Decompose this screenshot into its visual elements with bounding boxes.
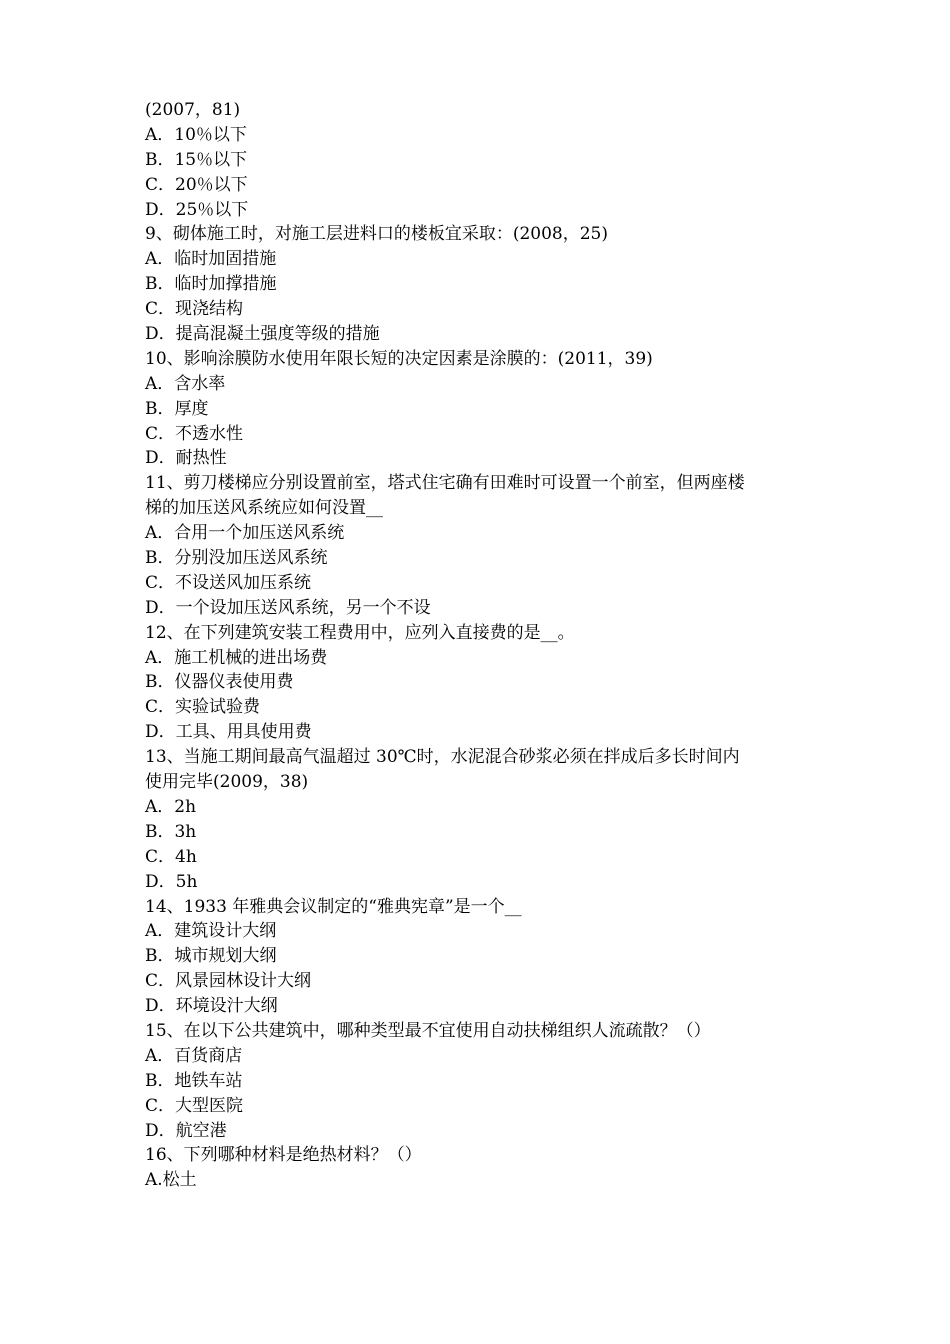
option-line: D．工具、用具使用费 xyxy=(145,722,312,743)
option-line: D．耐热性 xyxy=(145,448,227,469)
option-line: D．提高混凝土强度等级的措施 xyxy=(145,324,380,345)
option-line: C．现浇结构 xyxy=(145,299,244,320)
question-line: 13、当施工期间最高气温超过 30℃时，水泥混合砂浆必须在拌成后多长时间内 xyxy=(145,747,740,768)
option-line: A．2h xyxy=(145,796,197,817)
option-line: B．3h xyxy=(145,821,197,842)
option-line: C．20％以下 xyxy=(145,174,248,195)
option-line: A．合用一个加压送风系统 xyxy=(145,523,345,544)
option-line: D．一个设加压送风系统，另一个不设 xyxy=(145,597,431,618)
option-line: A．施工机械的进出场费 xyxy=(145,647,328,668)
option-line: C．实验试验费 xyxy=(145,697,261,718)
option-line: C．不设送风加压系统 xyxy=(145,572,312,593)
option-line: D．航空港 xyxy=(145,1120,227,1141)
option-line: C．不透水性 xyxy=(145,423,244,444)
option-line: B．15％以下 xyxy=(145,149,248,170)
option-line: B．城市规划大纲 xyxy=(145,946,277,967)
option-line: D．25％以下 xyxy=(145,199,249,220)
option-line: A．百货商店 xyxy=(145,1045,243,1066)
question-line: 15、在以下公共建筑中，哪种类型最不宜使用自动扶梯组织人流疏散？（） xyxy=(145,1020,711,1041)
option-line: A．临时加固措施 xyxy=(145,249,277,270)
option-line: A．10％以下 xyxy=(145,124,247,145)
question-line: 12、在下列建筑安装工程费用中，应列入直接费的是__。 xyxy=(145,622,575,643)
option-line: B．地铁车站 xyxy=(145,1070,243,1091)
option-line: C．4h xyxy=(145,846,197,867)
question-line: 11、剪刀楼梯应分别设置前室，塔式住宅确有田难时可设置一个前室，但两座楼 xyxy=(145,473,745,494)
option-line: B．厚度 xyxy=(145,398,209,419)
option-line: B．仪器仪表使用费 xyxy=(145,672,294,693)
question-line: 梯的加压送风系统应如何没置__ xyxy=(145,498,383,519)
option-line: C．大型医院 xyxy=(145,1095,244,1116)
option-line: A．含水率 xyxy=(145,373,226,394)
option-line: A．建筑设计大纲 xyxy=(145,921,277,942)
document-body xyxy=(145,98,835,1193)
question-line: 16、下列哪种材料是绝热材料？（） xyxy=(145,1145,422,1166)
question-line: (2007，81) xyxy=(145,100,241,120)
option-line: B．分别没加压送风系统 xyxy=(145,548,328,569)
option-line: A.松土 xyxy=(145,1170,197,1191)
option-line: B．临时加撑措施 xyxy=(145,274,277,295)
question-line: 使用完毕(2009，38) xyxy=(145,772,309,793)
option-line: D．5h xyxy=(145,871,198,892)
question-line: 14、1933 年雅典会议制定的“雅典宪章”是一个__ xyxy=(145,896,522,917)
option-line: D．环境设汁大纲 xyxy=(145,996,278,1017)
option-line: C．风景园林设计大纲 xyxy=(145,971,312,992)
question-line: 10、影响涂膜防水使用年限长短的决定因素是涂膜的：(2011，39) xyxy=(145,348,653,369)
question-line: 9、砌体施工时，对施工层进料口的楼板宜采取：(2008，25) xyxy=(145,224,608,245)
